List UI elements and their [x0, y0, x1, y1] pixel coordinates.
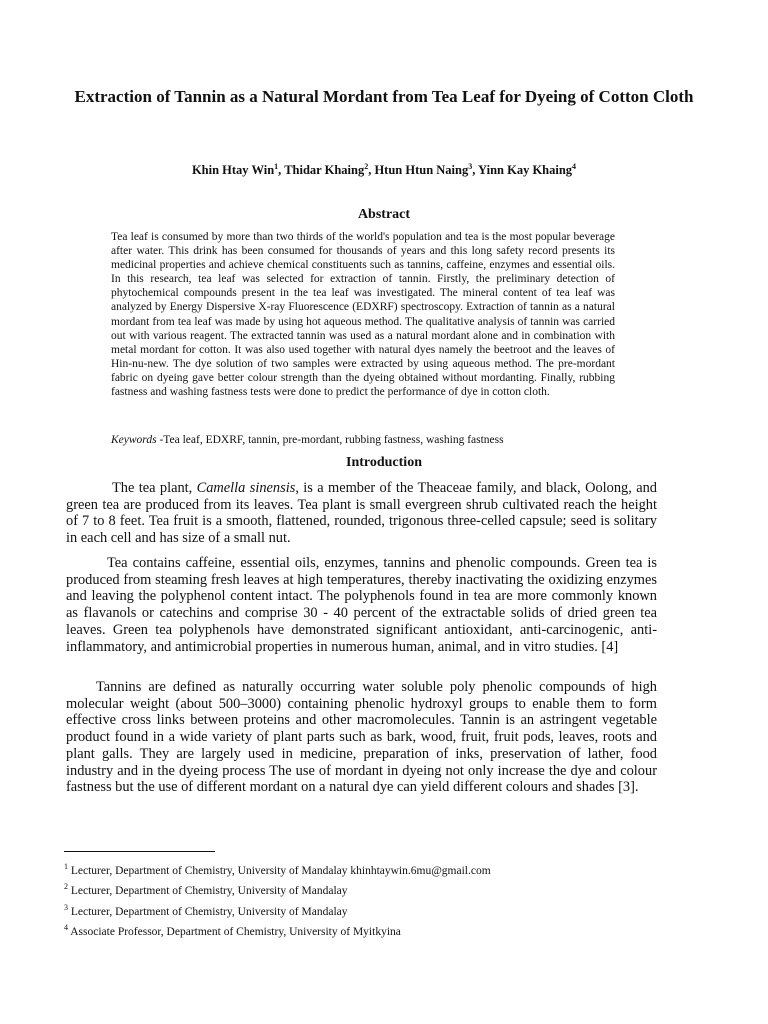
keywords-line	[111, 433, 615, 447]
footnote-text: Lecturer, Department of Chemistry, University of Mandalay	[68, 885, 348, 898]
p1-text-start: The tea plant,	[112, 480, 197, 496]
intro-paragraph-1	[66, 480, 657, 547]
author-mark: 3	[468, 162, 473, 171]
footnote-mark: 1	[64, 862, 68, 871]
author-name: Htun Htun Naing	[374, 163, 469, 178]
author-mark: 2	[364, 162, 369, 171]
paper-title: Extraction of Tannin as a Natural Mordant from Tea Leaf for Dyeing of Cotton Cloth	[74, 87, 694, 106]
footnote-text: Lecturer, Department of Chemistry, University of Mandalay	[68, 905, 348, 918]
footnotes	[64, 859, 684, 940]
footnote-divider	[64, 851, 215, 852]
abstract-heading: Abstract	[357, 207, 411, 222]
footnote	[64, 900, 684, 920]
p1-text-end: , is a member of the Theaceae family, and black, Oolong, and green tea are produced from its leaves. Tea plant is small evergreen shrub cultivated reach the height of 7 to 8 feet. Tea fruit is a smooth, flattened, rounded, trigonous three-celled capsule; seed is solitary in each cell and has size of a small nut.	[66, 480, 657, 547]
footnote	[64, 859, 684, 879]
footnote-text: Associate Professor, Department of Chemistry, University of Myitkyina	[68, 925, 401, 938]
intro-paragraph-3: Tannins are defined as naturally occurring water soluble poly phenolic compounds of high molecular weight (about 500–3000) containing phenolic hydroxyl groups to enable them to form effective cross links between proteins and other macromolecules. Tannin is an astringent vegetable product found in a wide variety of plant parts such as bark, wood, fruit, fruit pods, leaves, roots and plant galls. They are largely used in medicine, preparation of inks, preservation of lather, food industry and in the dyeing process The use of mordant in dyeing not only increase the dye and colour fastness but the use of different mordant on a natural dye can yield different colours and shades [3].	[66, 679, 657, 796]
footnote	[64, 879, 684, 899]
footnote-mark: 4	[64, 922, 68, 932]
intro-paragraph-2: Tea contains caffeine, essential oils, enzymes, tannins and phenolic compounds. Green tea is produced from steaming fresh leaves at high temperatures, thereby inactivating the oxidizing enzymes and leaving the polyphenol content intact. The polyphenols found in tea are more commonly known as flavanols or catechins and comprise 30 - 40 percent of the extractable solids of dried green tea leaves. Green tea polyphenols have demonstrated significant antioxidant, anti-carcinogenic, anti-inflammatory, and antimicrobial properties in numerous human, animal, and in vitro studies. [4]	[66, 555, 657, 655]
introduction-heading: Introduction	[346, 455, 422, 470]
footnote	[64, 920, 684, 940]
author-mark: 4	[572, 162, 577, 171]
author-name: Yinn Kay Khaing	[478, 163, 573, 178]
footnote-mark: 3	[64, 902, 68, 912]
keywords-text: -Tea leaf, EDXRF, tannin, pre-mordant, rubbing fastness, washing fastness	[156, 434, 504, 446]
author-name: Khin Htay Win	[191, 163, 275, 178]
author-mark: 1	[274, 162, 279, 171]
footnote-text: Lecturer, Department of Chemistry, University of Mandalay khinhtaywin.6mu@gmail.com	[68, 864, 491, 877]
author-line: Khin Htay Win$^1$, Thidar Khaing$^2$, Htun Htun Naing$^3$, Yinn Kay Khaing$^4$	[191, 162, 577, 178]
keywords-label: Keywords	[111, 434, 157, 446]
footnote-mark: 2	[64, 882, 68, 892]
abstract-body: Tea leaf is consumed by more than two thirds of the world's population and tea is the most popular beverage after water. This drink has been consumed for thousands of years and this long safety record presents its medicinal properties and achieve chemical constituents such as tannins, caffeine, enzymes and essential oils. In this research, tea leaf was selected for extraction of tannin. Firstly, the preliminary detection of phytochemical compounds present in the tea leaf was investigated. The mineral content of tea leaf was analyzed by Energy Dispersive X-ray Fluorescence (EDXRF) spectroscopy. Extraction of tannin as a natural mordant from tea leaf was made by using hot aqueous method. The qualitative analysis of tannin was carried out with various reagent. The extracted tannin was used as a natural mordant alone and in combination with metal mordant for cotton. It was also used together with natural dyes namely the beetroot and the leaves of Hin-nu-new. The dye solution of two samples were extracted by using aqueous method. The pre-mordant fabric on dyeing gave better colour strength than the dyeing obtained without mordanting. Finally, rubbing fastness and washing fastness tests were done to predict the performance of dye in cotton cloth.	[111, 231, 615, 399]
species-name: Camella sinensis	[196, 480, 296, 496]
author-name: Thidar Khaing	[284, 163, 365, 178]
